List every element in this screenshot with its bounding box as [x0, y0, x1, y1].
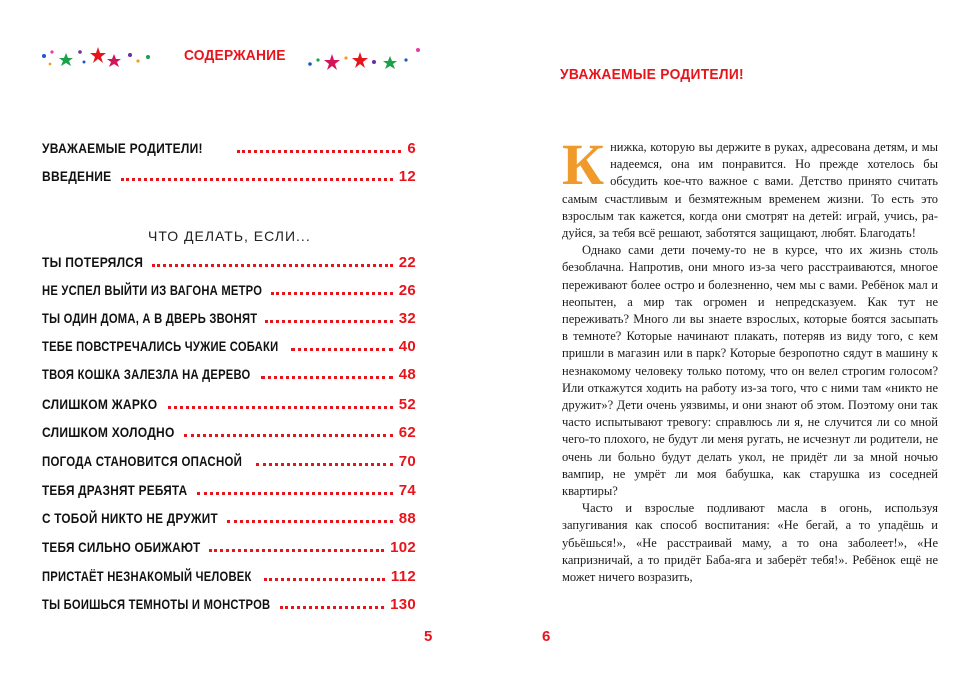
toc-leader-dots	[152, 263, 393, 267]
toc-title: СОДЕРЖАНИЕ	[184, 47, 286, 64]
toc-item-label: ТЫ ОДИН ДОМА, А В ДВЕРЬ ЗВОНЯТ	[42, 310, 258, 326]
toc-leader-dots	[271, 291, 392, 295]
toc-row-intro[interactable]	[42, 140, 416, 160]
toc-row[interactable]	[42, 453, 416, 473]
toc-row[interactable]	[42, 366, 416, 386]
toc-item-page: 26	[398, 282, 416, 299]
toc-item-label: ТЕБЯ СИЛЬНО ОБИЖАЮТ	[42, 539, 201, 555]
toc-item-label: ТЫ ПОТЕРЯЛСЯ	[42, 254, 144, 270]
toc-item-label: ТЫ БОИШЬСЯ ТЕМНОТЫ И МОНСТРОВ	[42, 596, 271, 612]
decor-dot	[416, 48, 420, 52]
toc-leader-dots	[227, 519, 392, 523]
toc-leader-dots	[184, 433, 392, 437]
decor-dot	[83, 61, 86, 64]
decor-dot	[344, 56, 347, 59]
body-text	[562, 132, 938, 586]
toc-row[interactable]	[42, 510, 416, 530]
decor-star	[383, 56, 397, 69]
decor-star	[90, 47, 106, 63]
decor-dot	[404, 58, 407, 61]
toc-leader-dots	[209, 548, 384, 552]
decor-star	[59, 53, 73, 66]
decor-dot	[42, 54, 46, 58]
toc-item-page: 88	[398, 510, 416, 527]
decor-dot	[146, 55, 150, 59]
toc-item-page: 130	[390, 596, 416, 613]
toc-item-label: СЛИШКОМ ХОЛОДНО	[42, 424, 175, 440]
toc-row[interactable]	[42, 596, 416, 616]
toc-item-label: ПОГОДА СТАНОВИТСЯ ОПАСНОЙ	[42, 453, 243, 469]
decor-stars-left	[40, 44, 160, 72]
toc-leader-dots	[280, 605, 385, 609]
decor-dot	[50, 50, 53, 53]
toc-item-label: ВВЕДЕНИЕ	[42, 168, 112, 184]
decor-dot	[308, 62, 312, 66]
toc-row[interactable]	[42, 310, 416, 330]
page-number-right: 6	[542, 628, 551, 645]
paragraph	[562, 132, 938, 242]
toc-item-page: 40	[398, 338, 416, 355]
toc-row[interactable]	[42, 539, 416, 559]
decor-dot	[49, 63, 52, 66]
decor-dot	[372, 60, 376, 64]
toc-item-page: 70	[398, 453, 416, 470]
toc-item-page: 52	[398, 396, 416, 413]
toc-leader-dots	[261, 375, 393, 379]
toc-row[interactable]	[42, 282, 416, 302]
toc-row[interactable]	[42, 254, 416, 274]
toc-row[interactable]	[42, 396, 416, 416]
decor-dot	[78, 50, 82, 54]
toc-item-label: С ТОБОЙ НИКТО НЕ ДРУЖИТ	[42, 510, 218, 526]
toc-row-introduction[interactable]	[42, 168, 416, 188]
toc-item-page: 12	[398, 168, 416, 185]
decor-stars-right	[306, 44, 424, 74]
toc-leader-dots	[197, 491, 393, 495]
paragraph: Часто и взрослые подливают масла в огонь, используя запугивания как способ воспитания: «Не бегай, а то упадёшь и убьёшься!», «Не расстраивай маму, а то она заболеет!», «Не капризничай, а то придёт Баба-яга и заберёт тебя!». Ребёнок ещё не может ничего возразить,	[562, 501, 938, 585]
toc-leader-dots	[237, 149, 401, 153]
decor-dot	[128, 53, 132, 57]
right-page	[490, 0, 980, 692]
toc-item-label: ТЕБЯ ДРАЗНЯТ РЕБЯТА	[42, 482, 188, 498]
toc-item-label: ТЕБЕ ПОВСТРЕЧАЛИСЬ ЧУЖИЕ СОБАКИ	[42, 338, 279, 354]
toc-leader-dots	[291, 347, 392, 351]
toc-item-label: СЛИШКОМ ЖАРКО	[42, 396, 158, 412]
toc-item-page: 22	[398, 254, 416, 271]
toc-leader-dots	[265, 319, 393, 323]
toc-leader-dots	[256, 462, 393, 466]
toc-row[interactable]	[42, 482, 416, 502]
toc-row[interactable]	[42, 424, 416, 444]
paragraph-text: нижка, которую вы держите в руках, адресована детям, и мы надеемся, она им понравится. Но прежде хотелось бы обсудить кое-что важное с вами. Детство принято считать самым счастливым и безмятежным временем жизни. То есть это взрослым так кажется, когда они смотрят на детей: играй, учись, радуйся, за тебя всё решают, заботятся защищают, любят. Благодать!	[562, 140, 938, 241]
toc-item-page: 32	[398, 310, 416, 327]
toc-item-page: 62	[398, 424, 416, 441]
toc-leader-dots	[264, 577, 385, 581]
decor-star	[352, 52, 368, 68]
decor-star	[324, 54, 340, 70]
paragraph: Однако сами дети почему-то не в курсе, что их жизнь столь безоблачна. Напротив, они много из-за чего расстраиваются, многое переживают более остро и болезненно, чем мы с вами. Ребёнок мал и неопытен, а мир так огромен и непредсказуем. Как тут не переживать? Много ли вы знаете взрослых, которые боятся засыпать в темноте? Которые начинают плакать, потеряв из виду того, с кем пришли в магазин или в парк? Которые безропотно сядут в машину к незнакомому человеку только потому, что он велел строгим голосом? Или откажутся ходить на работу из-за того, что с ними там «никто не дружит»? Дети очень уязвимы, и они знают об этом. Поэтому они так часто испытывают тревогу: справлюсь ли я, не случится ли со мной чего-то плохого, не будут ли меня ругать, не исчезнут ли родители, не очень ли больно будут делать укол, не придёт ли за мной ночью вампир, не умрёт ли моя бабушка, как старушка из соседней квартиры?	[562, 243, 938, 499]
toc-item-label: ТВОЯ КОШКА ЗАЛЕЗЛА НА ДЕРЕВО	[42, 366, 251, 382]
toc-row[interactable]	[42, 568, 416, 588]
toc-leader-dots	[168, 405, 393, 409]
toc-item-page: 48	[398, 366, 416, 383]
toc-item-label: НЕ УСПЕЛ ВЫЙТИ ИЗ ВАГОНА МЕТРО	[42, 282, 263, 298]
decor-dot	[316, 58, 319, 61]
toc-row[interactable]	[42, 338, 416, 358]
toc-item-page: 102	[390, 539, 416, 556]
dropcap: К	[562, 132, 605, 197]
toc-item-label: УВАЖАЕМЫЕ РОДИТЕЛИ!	[42, 140, 203, 156]
toc-leader-dots	[121, 177, 393, 181]
toc-item-page: 74	[398, 482, 416, 499]
page-number-left: 5	[424, 628, 433, 645]
toc-item-page: 112	[390, 568, 416, 585]
section-heading: ЧТО ДЕЛАТЬ, ЕСЛИ...	[148, 228, 311, 244]
decor-dot	[136, 59, 139, 62]
page-title: УВАЖАЕМЫЕ РОДИТЕЛИ!	[560, 66, 744, 83]
toc-item-page: 6	[407, 140, 416, 157]
toc-item-label: ПРИСТАЁТ НЕЗНАКОМЫЙ ЧЕЛОВЕК	[42, 568, 252, 584]
decor-star	[107, 54, 121, 67]
